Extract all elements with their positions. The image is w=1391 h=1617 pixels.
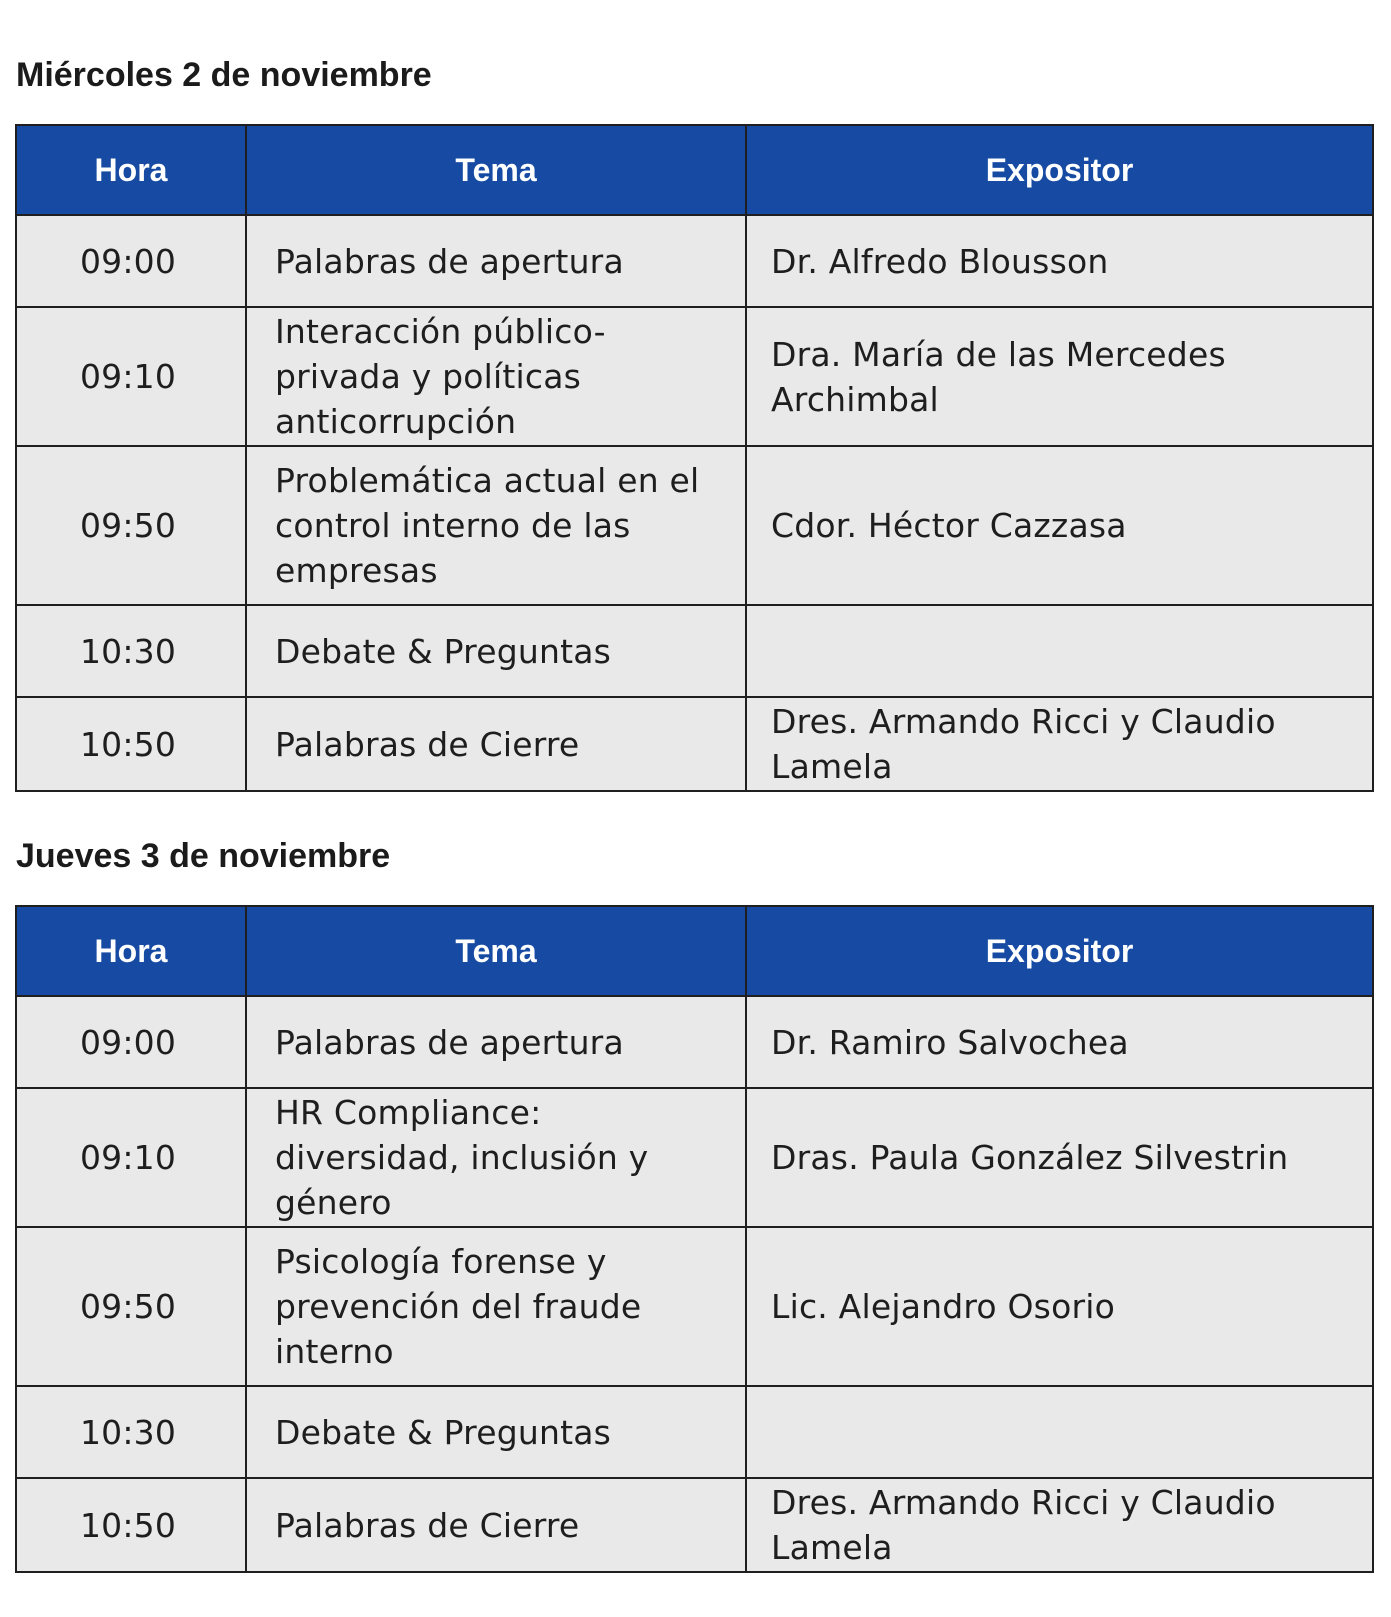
cell-hora: 09:10 bbox=[16, 307, 246, 446]
cell-expositor: Dra. María de las Mercedes Archimbal bbox=[746, 307, 1373, 446]
table-row bbox=[16, 1088, 1373, 1227]
cell-hora: 09:10 bbox=[16, 1088, 246, 1227]
cell-tema: Psicología forense y prevención del fraude interno bbox=[246, 1227, 746, 1386]
cell-tema: Palabras de Cierre bbox=[246, 1478, 746, 1572]
cell-tema: Palabras de apertura bbox=[246, 996, 746, 1088]
cell-tema: Problemática actual en el control interno de las empresas bbox=[246, 446, 746, 605]
cell-tema: Debate & Preguntas bbox=[246, 605, 746, 697]
day-title: Jueves 3 de noviembre bbox=[16, 837, 391, 875]
header-tema: Tema bbox=[246, 906, 746, 996]
header-tema: Tema bbox=[246, 125, 746, 215]
header-hora: Hora bbox=[16, 906, 246, 996]
table-row bbox=[16, 1227, 1373, 1386]
cell-expositor bbox=[746, 1386, 1373, 1478]
header-expositor: Expositor bbox=[746, 125, 1373, 215]
cell-tema: Debate & Preguntas bbox=[246, 1386, 746, 1478]
cell-expositor: Lic. Alejandro Osorio bbox=[746, 1227, 1373, 1386]
cell-expositor: Dras. Paula González Silvestrin bbox=[746, 1088, 1373, 1227]
cell-hora: 10:50 bbox=[16, 1478, 246, 1572]
cell-tema: Interacción público-privada y políticas anticorrupción bbox=[246, 307, 746, 446]
cell-hora: 09:00 bbox=[16, 996, 246, 1088]
cell-hora: 10:30 bbox=[16, 605, 246, 697]
cell-expositor: Cdor. Héctor Cazzasa bbox=[746, 446, 1373, 605]
table-row bbox=[16, 1478, 1373, 1572]
header-hora: Hora bbox=[16, 125, 246, 215]
cell-tema: Palabras de apertura bbox=[246, 215, 746, 307]
table-row bbox=[16, 446, 1373, 605]
cell-expositor: Dr. Alfredo Blousson bbox=[746, 215, 1373, 307]
table-header-row bbox=[16, 906, 1373, 996]
header-expositor: Expositor bbox=[746, 906, 1373, 996]
table-row bbox=[16, 215, 1373, 307]
cell-hora: 09:50 bbox=[16, 446, 246, 605]
table-header-row bbox=[16, 125, 1373, 215]
table-row bbox=[16, 605, 1373, 697]
cell-expositor bbox=[746, 605, 1373, 697]
cell-hora: 10:50 bbox=[16, 697, 246, 791]
day-title: Miércoles 2 de noviembre bbox=[16, 56, 432, 94]
cell-hora: 10:30 bbox=[16, 1386, 246, 1478]
cell-expositor: Dr. Ramiro Salvochea bbox=[746, 996, 1373, 1088]
cell-hora: 09:00 bbox=[16, 215, 246, 307]
cell-tema: HR Compliance: diversidad, inclusión y género bbox=[246, 1088, 746, 1227]
cell-tema: Palabras de Cierre bbox=[246, 697, 746, 791]
agenda-table bbox=[15, 905, 1374, 1573]
agenda-table bbox=[15, 124, 1374, 792]
cell-hora: 09:50 bbox=[16, 1227, 246, 1386]
table-row bbox=[16, 697, 1373, 791]
table-row bbox=[16, 996, 1373, 1088]
table-row bbox=[16, 1386, 1373, 1478]
table-row bbox=[16, 307, 1373, 446]
cell-expositor: Dres. Armando Ricci y Claudio Lamela bbox=[746, 697, 1373, 791]
cell-expositor: Dres. Armando Ricci y Claudio Lamela bbox=[746, 1478, 1373, 1572]
